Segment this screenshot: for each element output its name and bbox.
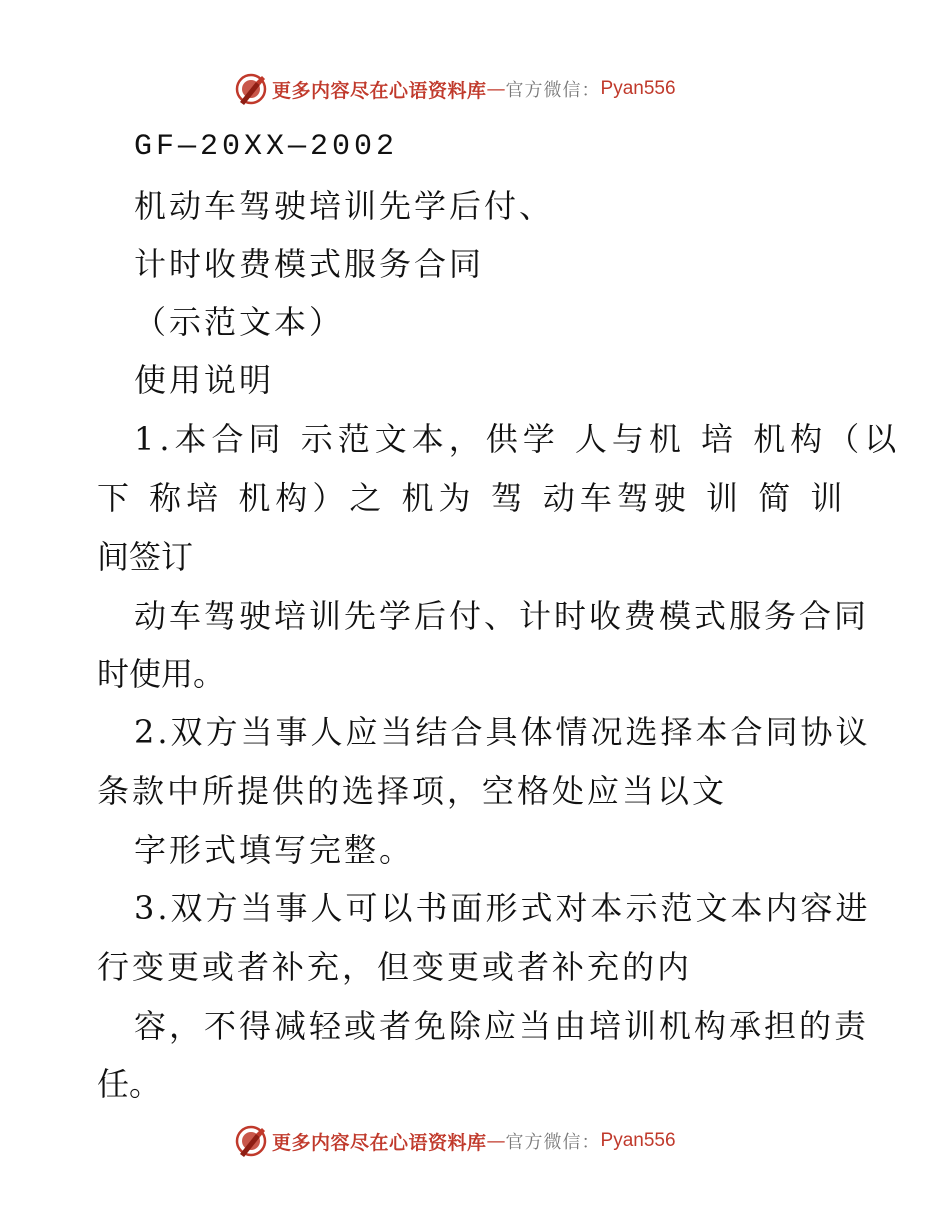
watermark-wechat-id: Pyan556 [600, 78, 676, 99]
paragraph-line: 间签订 [97, 538, 194, 576]
paragraph-line: 下 称培 机构）之 机为 驾 动车驾驶 训 简 训 [97, 479, 848, 517]
paragraph-line: 容，不得减轻或者免除应当由培训机构承担的责 [134, 1007, 870, 1045]
paragraph-line: 条款中所提供的选择项，空格处应当以文 [97, 772, 728, 810]
section-heading: 使用说明 [134, 361, 275, 399]
document-code: GF—20XX—2002 [134, 130, 399, 164]
pen-logo-icon [234, 1124, 268, 1158]
watermark-dash: — [486, 1130, 506, 1152]
watermark-title: 更多内容尽在心语资料库 [272, 1131, 487, 1154]
paragraph-line: 行变更或者补充，但变更或者补充的内 [97, 948, 693, 986]
paragraph-line: 3.双方当事人可以书面形式对本示范文本内容进 [134, 889, 871, 927]
watermark-footer [234, 1124, 676, 1158]
document-title-line-2: 计时收费模式服务合同 [134, 245, 485, 283]
watermark-title: 更多内容尽在心语资料库 [272, 79, 487, 102]
document-subtitle: （示范文本） [134, 303, 345, 341]
paragraph-line: 1.本合同 示范文本，供学 人与机 培 机构（以 [134, 420, 902, 458]
paragraph-line: 时使用。 [97, 655, 226, 693]
watermark-wechat-label: 官方微信： [505, 80, 601, 101]
watermark-header [234, 72, 676, 106]
watermark-dash: — [486, 78, 506, 100]
document-title-line-1: 机动车驾驶培训先学后付、 [134, 187, 555, 225]
paragraph-line: 2.双方当事人应当结合具体情况选择本合同协议 [134, 713, 871, 751]
paragraph-line: 字形式填写完整。 [134, 831, 415, 869]
paragraph-line: 动车驾驶培训先学后付、计时收费模式服务合同 [134, 597, 870, 635]
pen-logo-icon [234, 72, 268, 106]
watermark-wechat-label: 官方微信： [505, 1132, 601, 1153]
paragraph-line: 任。 [97, 1065, 162, 1103]
watermark-wechat-id: Pyan556 [600, 1130, 676, 1151]
